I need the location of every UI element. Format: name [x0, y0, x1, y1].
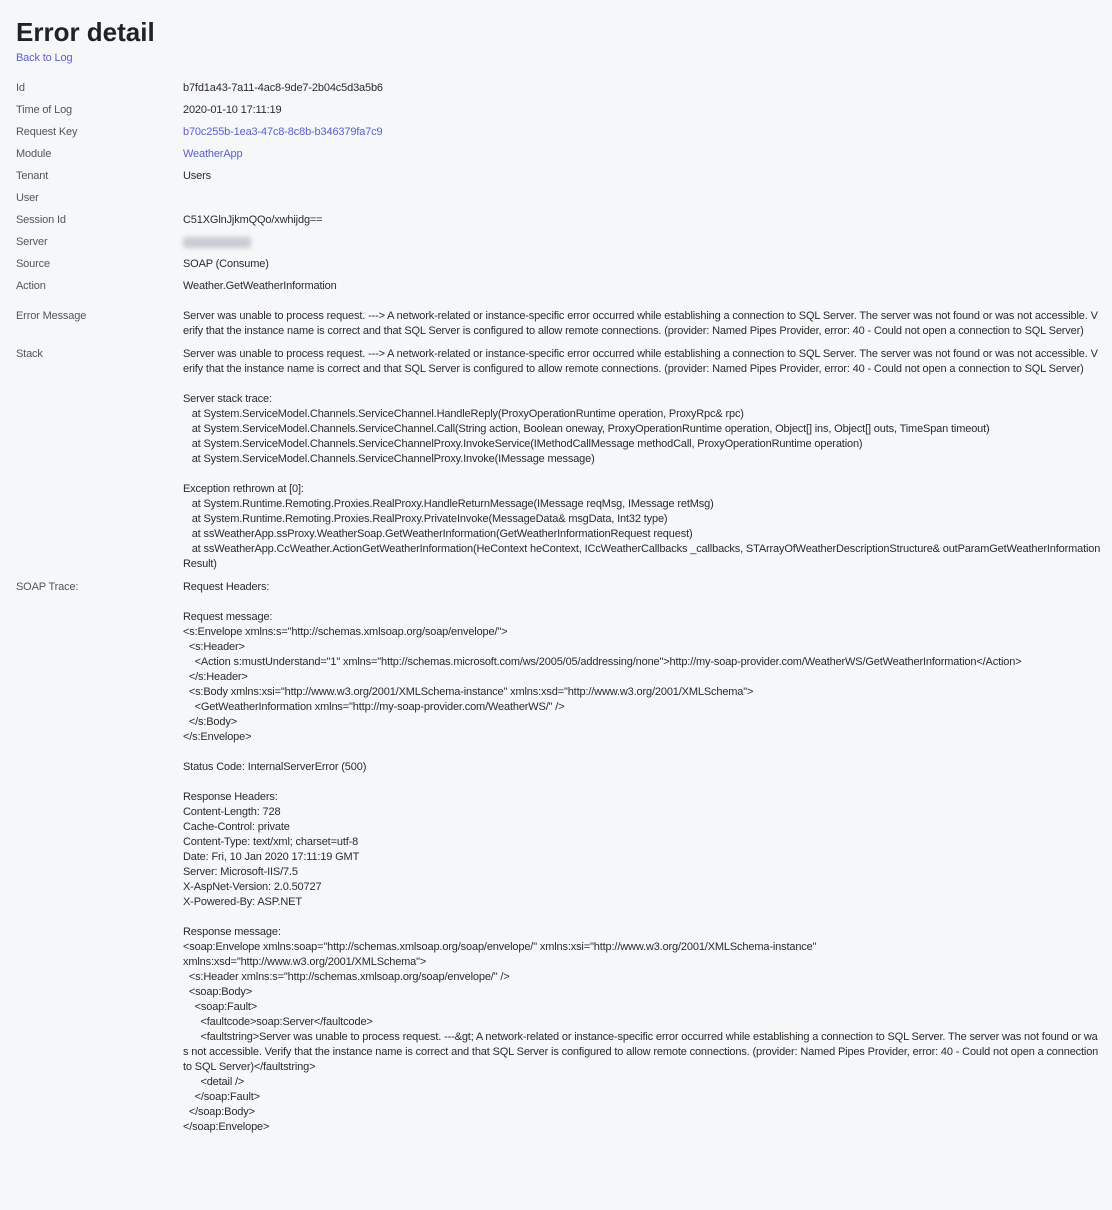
field-value: C51XGlnJjkmQQo/xwhijdg== — [183, 214, 323, 226]
field-value — [183, 191, 1102, 213]
field-soap-trace — [16, 580, 1102, 1135]
page-title: Error detail — [16, 17, 155, 47]
field-label: User — [16, 192, 39, 204]
field-tenant — [16, 169, 1102, 191]
field-label: Stack — [16, 348, 43, 360]
field-source — [16, 257, 1102, 279]
field-session-id — [16, 213, 1102, 235]
field-label: Request Key — [16, 126, 78, 138]
field-label: Tenant — [16, 170, 49, 182]
field-value: Users — [183, 170, 211, 182]
request-key-link[interactable]: b70c255b-1ea3-47c8-8c8b-b346379fa7c9 — [183, 126, 383, 138]
soap-trace: Request Headers: Request message: <s:Envelope xmlns:s="http://schemas.xmlsoap.org/soap/envelope/"> <s:Header> <Action s:mustUnderstand="1" xmlns="http://schemas.microsoft.com/ws/2005/05/addressing/none">http://my-soap-provider.com/WeatherWS/GetWeatherInformation</Action> </s:Header> <s:Body xmlns:xsi="http://www.w3.org/2001/XMLSchema-instance" xmlns:xsd="http://www.w3.org/2001/XMLSchema"> <GetWeatherInformation xmlns="http://my-soap-provider.com/WeatherWS/" /> </s:Body> </s:Envelope> Status Code: InternalServerError (500) Response Headers: Content-Length: 728 Cache-Control: private Content-Type: text/xml; charset=utf-8 Date: Fri, 10 Jan 2020 17:11:19 GMT Server: Microsoft-IIS/7.5 X-AspNet-Version: 2.0.50727 X-Powered-By: ASP.NET Response message: <soap:Envelope xmlns:soap="http://schemas.xmlsoap.org/soap/envelope/" xmlns:xsi="http://www.w3.org/2001/XMLSchema-instance" xmlns:xsd="http://www.w3.org/2001/XMLSchema"> <s:Header xmlns:s="http://schemas.xmlsoap.org/soap/envelope/" /> <soap:Body> <soap:Fault> <faultcode>soap:Server</faultcode> <faultstring>Server was unable to process request. ---&gt; A network-related or instance-specific error occurred while establishing a connection to SQL Server. The server was not found or was not accessible. Verify that the instance name is correct and that SQL Server is configured to allow remote connections. (provider: Named Pipes Provider, error: 40 - Could not open a connection to SQL Server)</faultstring> <detail /> </soap:Fault> </soap:Body> </soap:Envelope> — [183, 581, 1099, 1133]
field-action — [16, 279, 1102, 301]
field-label: Action — [16, 280, 46, 292]
field-value: 2020-01-10 17:11:19 — [183, 104, 282, 116]
field-server — [16, 235, 1102, 257]
field-user — [16, 191, 1102, 213]
field-id — [16, 81, 1102, 103]
field-label: Session Id — [16, 214, 66, 226]
field-request-key — [16, 125, 1102, 147]
field-label: Time of Log — [16, 104, 73, 116]
field-value: b7fd1a43-7a11-4ac8-9de7-2b04c5d3a5b6 — [183, 82, 383, 94]
field-module — [16, 147, 1102, 169]
redacted-server-value — [183, 237, 251, 248]
detail-fields — [16, 81, 1102, 1135]
field-time-of-log — [16, 103, 1102, 125]
field-label: Error Message — [16, 310, 87, 322]
module-link[interactable]: WeatherApp — [183, 148, 243, 160]
field-error-message — [16, 309, 1102, 339]
field-label: Id — [16, 82, 25, 94]
field-value: SOAP (Consume) — [183, 258, 269, 270]
stack-trace: Server was unable to process request. ---> A network-related or instance-specific error occurred while establishing a connection to SQL Server. The server was not found or was not accessible. Verify that the instance name is correct and that SQL Server is configured to allow remote connections. (provider: Named Pipes Provider, error: 40 - Could not open a connection to SQL Server) Server stack trace: at System.ServiceModel.Channels.ServiceChannel.HandleReply(ProxyOperationRuntime operation, ProxyRpc& rpc) at System.ServiceModel.Channels.ServiceChannel.Call(String action, Boolean oneway, ProxyOperationRuntime operation, Object[] ins, Object[] outs, TimeSpan timeout) at System.ServiceModel.Channels.ServiceChannelProxy.InvokeService(IMethodCallMessage methodCall, ProxyOperationRuntime operation) at System.ServiceModel.Channels.ServiceChannelProxy.Invoke(IMessage message) Exception rethrown at [0]: at System.Runtime.Remoting.Proxies.RealProxy.HandleReturnMessage(IMessage reqMsg, IMessage retMsg) at System.Runtime.Remoting.Proxies.RealProxy.PrivateInvoke(MessageData& msgData, Int32 type) at ssWeatherApp.ssProxy.WeatherSoap.GetWeatherInformation(GetWeatherInformationRequest request) at ssWeatherApp.CcWeather.ActionGetWeatherInformation(HeContext heContext, ICcWeatherCallbacks _callbacks, STArrayOfWeatherDescriptionStructure& outParamGetWeatherInformationResult) — [183, 348, 1101, 570]
field-label: SOAP Trace: — [16, 581, 79, 593]
field-label: Server — [16, 236, 48, 248]
field-label: Source — [16, 258, 50, 270]
field-label: Module — [16, 148, 52, 160]
field-stack — [16, 347, 1102, 572]
field-value: Server was unable to process request. ---> A network-related or instance-specific error occurred while establishing a connection to SQL Server. The server was not found or was not accessible. Verify that the instance name is correct and that SQL Server is configured to allow remote connections. (provider: Named Pipes Provider, error: 40 - Could not open a connection to SQL Server) — [183, 310, 1098, 337]
back-to-log-link[interactable]: Back to Log — [16, 52, 73, 64]
field-value: Weather.GetWeatherInformation — [183, 280, 337, 292]
